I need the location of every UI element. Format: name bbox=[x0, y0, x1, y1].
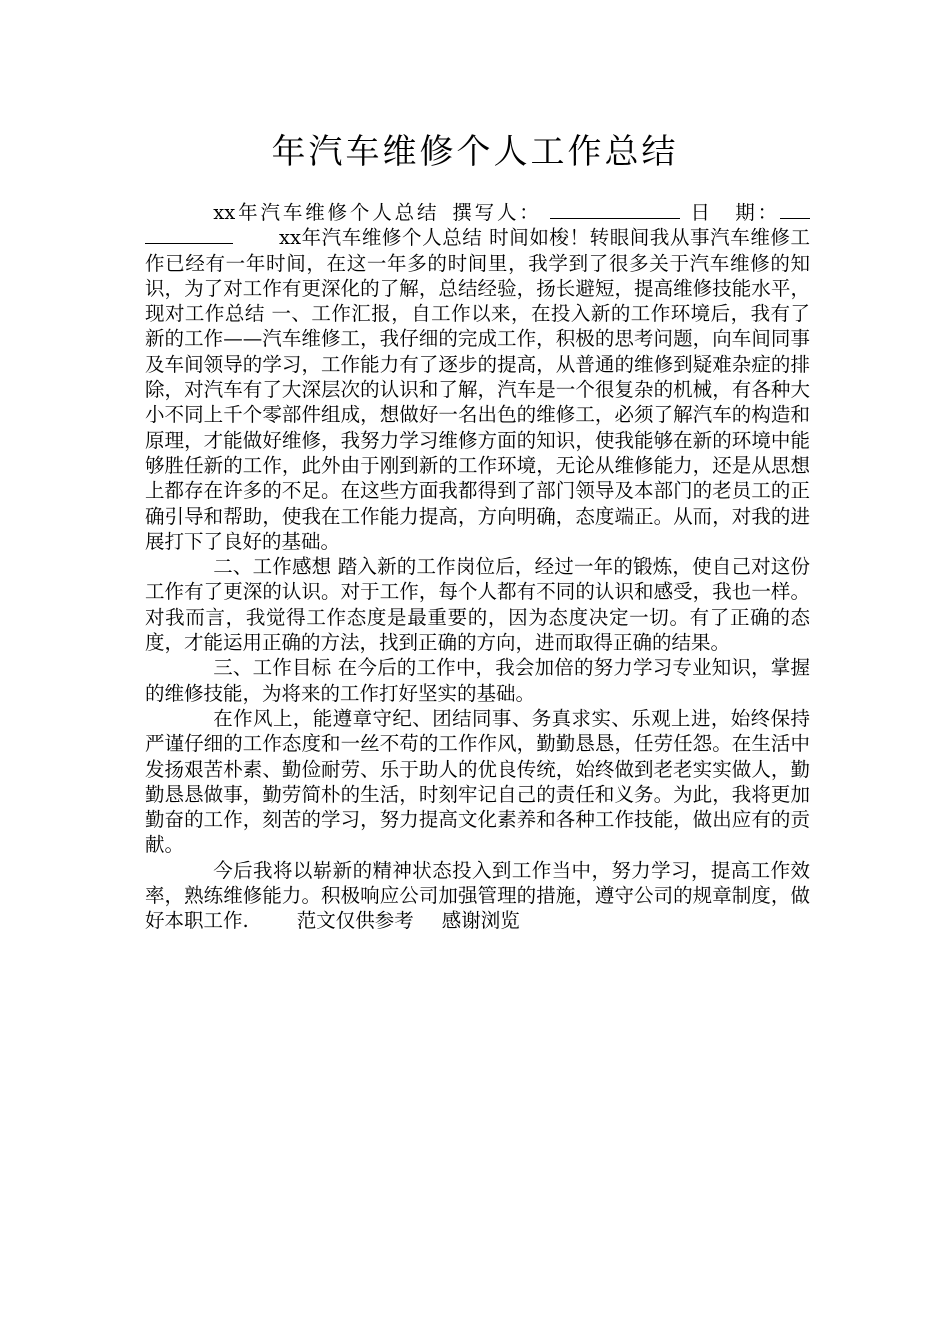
thanks-note: 感谢浏览 bbox=[441, 909, 520, 933]
paragraph-1-text: xx年汽车维修个人总结 时间如梭！转眼间我从事汽车维修工作已经有一年时间，在这一年多的时间里，我学到了很多关于汽车维修的知识，为了对工作有更深化的了解，总结经验，扬长避短，提高维修技能水平，现对工作总结 一、工作汇报，自工作以来，在投入新的工作环境后，我有了新的工作——汽车维修工，我仔细的完成工作，积极的思考问题，向车间同事及车间领导的学习，工作能力有了逐步的提高，从普通的维修到疑难杂症的排除，对汽车有了大深层次的认识和了解，汽车是一个很复杂的机械，有各种大小不同上千个零部件组成，想做好一名出色的维修工，必须了解汽车的构造和原理，才能做好维修，我努力学习维修方面的知识，使我能够在新的环境中能够胜任新的工作，此外由于刚到新的工作环境，无论从维修能力，还是从思想上都存在许多的不足。在这些方面我都得到了部门领导及本部门的老员工的正确引导和帮助，使我在工作能力提高，方向明确，态度端正。从而，对我的进展打下了良好的基础。 bbox=[145, 226, 810, 553]
paragraph-1 bbox=[145, 200, 810, 554]
document-title: 年汽车维修个人工作总结 bbox=[271, 132, 679, 172]
reference-note: 范文仅供参考 bbox=[296, 909, 414, 933]
paragraph-5 bbox=[145, 858, 810, 934]
paragraph-5-text: 今后我将以崭新的精神状态投入到工作当中，努力学习，提高工作效率，熟练维修能力。积极响应公司加强管理的措施，遵守公司的规章制度，做好本职工作. bbox=[145, 858, 810, 933]
author-label: 撰写人： bbox=[449, 201, 542, 224]
date-label: 日 期： bbox=[687, 201, 780, 224]
paragraph-3: 三、工作目标 在今后的工作中，我会加倍的努力学习专业知识，掌握的维修技能，为将来的工作打好坚实的基础。 bbox=[145, 656, 810, 705]
date-blank-a bbox=[780, 200, 810, 219]
document-body bbox=[145, 200, 810, 934]
paragraph-4: 在作风上，能遵章守纪、团结同事、务真求实、乐观上进，始终保持严谨仔细的工作态度和一丝不苟的工作作风，勤勤恳恳，任劳任怨。在生活中发扬艰苦朴素、勤俭耐劳、乐于助人的优良传统，始终做到老老实实做人，勤勤恳恳做事，勤劳简朴的生活，时刻牢记自己的责任和义务。为此，我将更加勤奋的工作，刻苦的学习，努力提高文化素养和各种工作技能，做出应有的贡献。 bbox=[145, 706, 810, 857]
summary-title: xx年汽车维修个人总结 bbox=[213, 201, 440, 224]
date-blank-b bbox=[145, 225, 233, 244]
paragraph-2: 二、工作感想 踏入新的工作岗位后，经过一年的锻炼，使自己对这份工作有了更深的认识。对于工作，每个人都有不同的认识和感受，我也一样。对我而言，我觉得工作态度是最重要的，因为态度决定一切。有了正确的态度，才能运用正确的方法，找到正确的方向，进而取得正确的结果。 bbox=[145, 555, 810, 655]
author-blank bbox=[550, 200, 680, 219]
